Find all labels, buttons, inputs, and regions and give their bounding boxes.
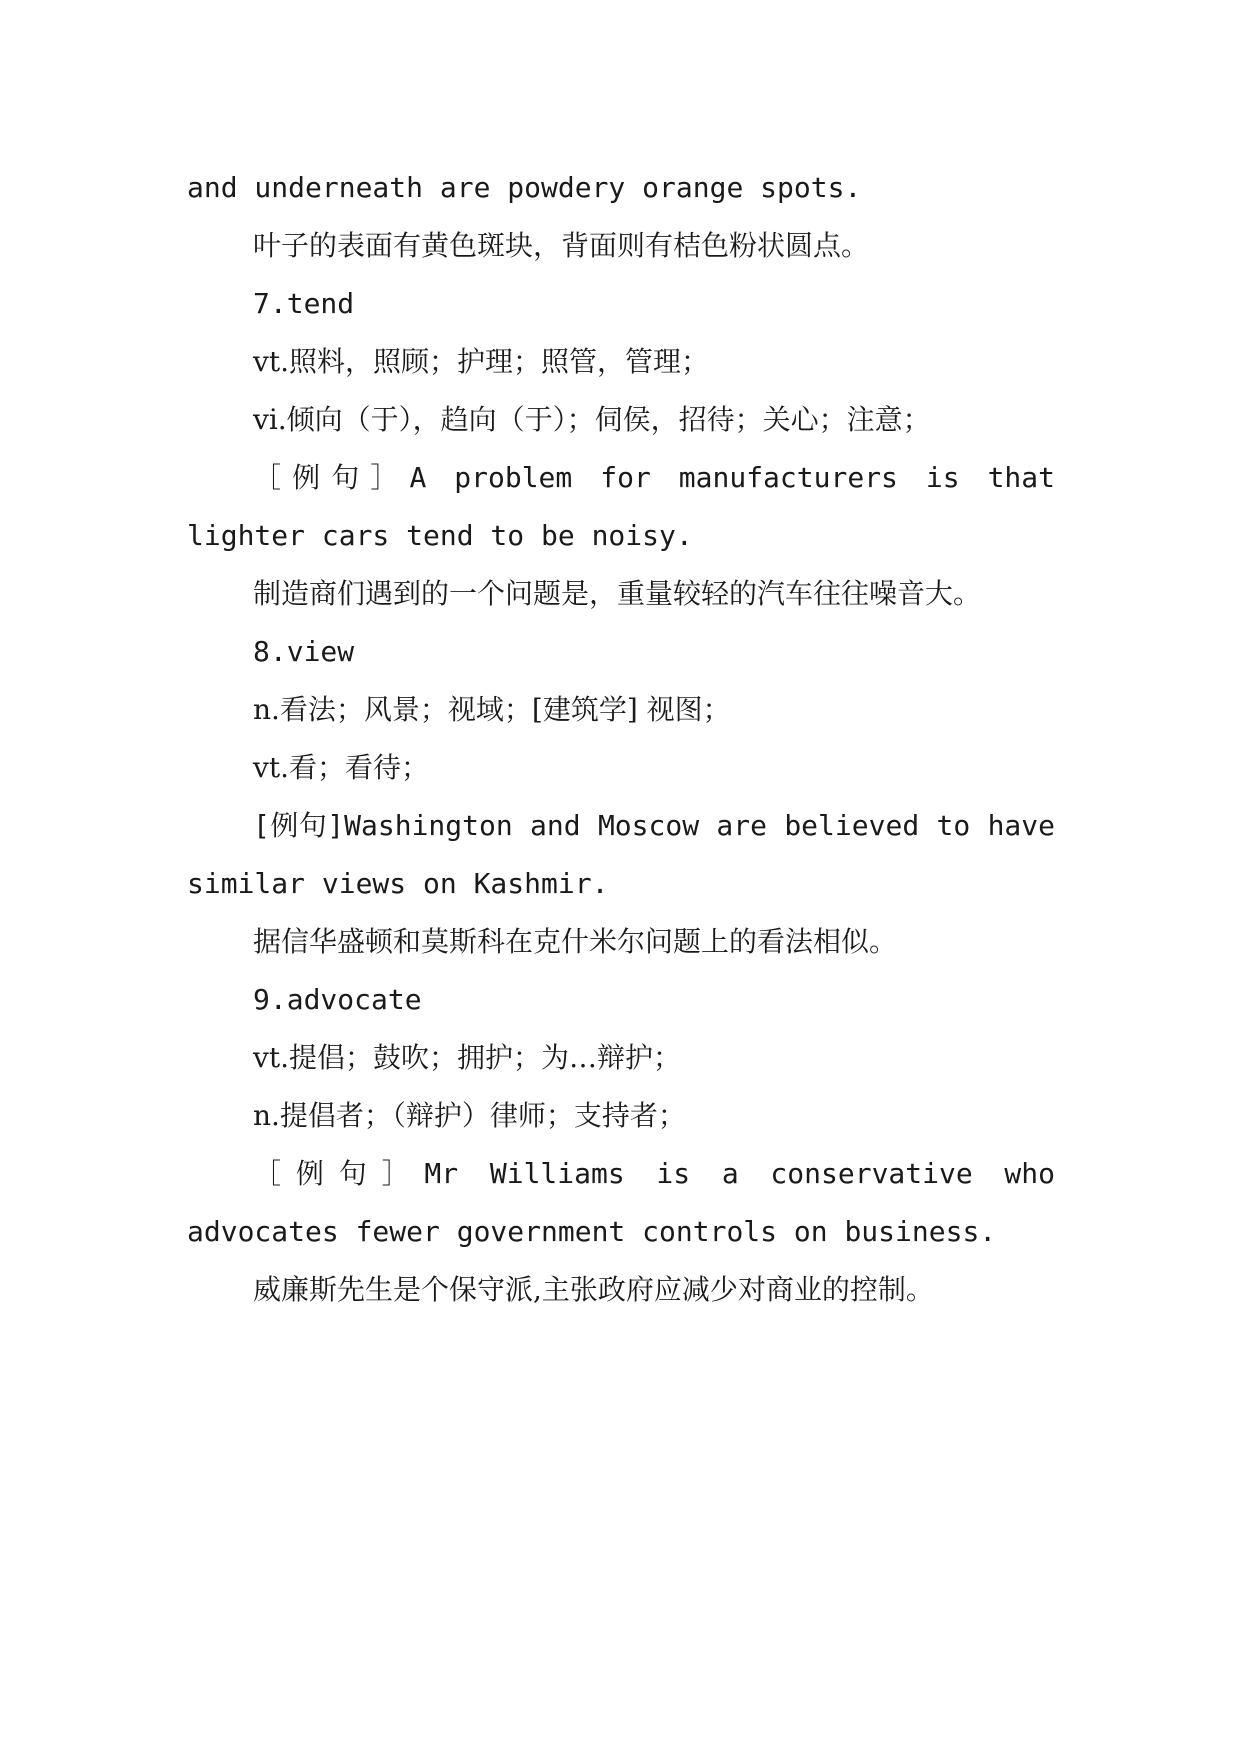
example-sentence: [例句]Washington and Moscow are believed to have similar views on Kashmir. — [187, 809, 1072, 900]
example-sentence: ［例句］A problem for manufacturers is that lighter cars tend to be noisy. — [187, 461, 1072, 552]
example-sentence: ［例句］Mr Williams is a conservative who advocates fewer government controls on business. — [187, 1157, 1072, 1248]
definition-line: vt.照料，照顾；护理；照管，管理； — [253, 345, 709, 378]
document-body — [187, 159, 1072, 1319]
vocab-heading-view: 8.view — [253, 635, 355, 668]
translation-paragraph: 据信华盛顿和莫斯科在克什米尔问题上的看法相似。 — [253, 925, 898, 958]
translation-paragraph: 制造商们遇到的一个问题是，重量较轻的汽车往往噪音大。 — [253, 577, 982, 610]
vocab-heading-tend: 7.tend — [253, 287, 355, 320]
definition-line: vt.提倡；鼓吹；拥护；为…辩护； — [253, 1041, 681, 1074]
vocab-heading-advocate: 9.advocate — [253, 983, 422, 1016]
definition-line: n.提倡者；（辩护）律师；支持者； — [253, 1099, 686, 1132]
definition-line: n.看法；风景；视域；[建筑学] 视图； — [253, 693, 731, 726]
definition-line: vt.看；看待； — [253, 751, 429, 784]
definition-line: vi.倾向（于），趋向（于）；伺侯，招待；关心；注意； — [253, 403, 931, 436]
translation-paragraph: 叶子的表面有黄色斑块，背面则有桔色粉状圆点。 — [253, 229, 870, 262]
translation-paragraph: 威廉斯先生是个保守派,主张政府应减少对商业的控制。 — [253, 1273, 934, 1306]
paragraph-continuation: and underneath are powdery orange spots. — [187, 171, 862, 204]
